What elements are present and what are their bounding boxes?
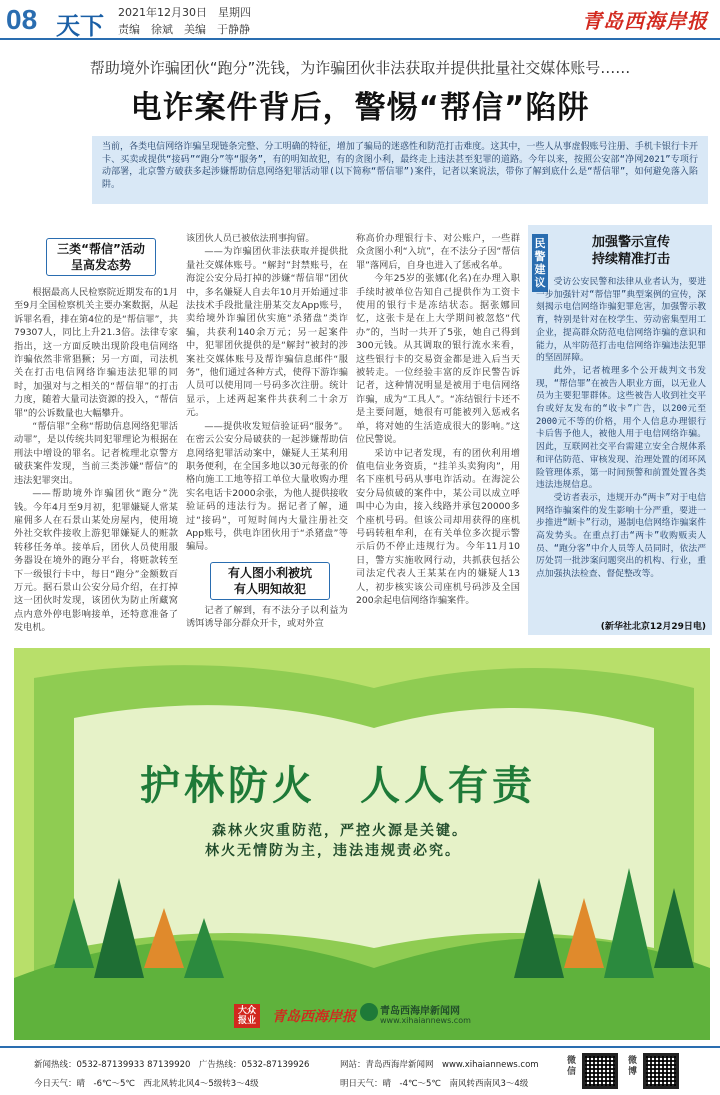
paragraph: ——帮助境外诈骗团伙“跑分”洗钱。今年4月至9月初，犯罪嫌疑人常某雇佣多人在石景山某处房屋内，使用境外社交软件接收上游犯罪嫌疑人的赃款转移任务单。接单后，团伙人员使用服务器设在境外的跑分平台，将赃款转至下一级银行卡中，每日“跑分”金额数百万元。据石景山公安分局介绍，在打掉这一团伙时发现，该团伙为防止所藏窝点内意外停电影响接单，还特意准备了发电机。 [14,488,178,634]
ad-slogan-1: 森林火灾重防范，严控火源是关键。 [212,823,468,839]
sidebar-tag: 民警建议 [532,234,548,292]
footer-website: 网站：青岛西海岸新闻网 www.xihaiannews.com [340,1060,539,1070]
paragraph: 受访者表示，违规开办“两卡”对于电信网络诈骗案件的发生影响十分严重，要进一步推进“断卡”行动，遏制电信网络诈骗案件高发势头。在重点打击“两卡”收购贩卖人员、“跑分客”中介人员等人员同时，依法严厉处罚一批涉案问题突出的机构、行业，重点加强执法检查、督促整改等。 [536,492,706,580]
masthead-logo: 青岛西海岸报 [582,9,708,33]
sidebar-source: (新华社北京12月29日电) [600,622,706,632]
wechat-qr-icon[interactable] [582,1053,618,1089]
paragraph: 采访中记者发现，有的团伙利用增值电信业务资质，“挂羊头卖狗肉”，用名下座机号码从事电诈活动。在海淀公安分局侦破的案件中，某公司以成立呼叫中心为由，接入线路并承包20000多个座机号码。但该公司却用获得的座机号码转租牟利，在有关单位多次提示警示后仍不停止违规行为。今年11月10日，警方实施收网行动，共抓获包括公司法定代表人王某某在内的嫌疑人13人，初步核实该公司座机号码涉及全国200余起电信网络诈骗案件。 [356,447,520,606]
editors-line: 责编 徐斌 美编 于静静 [118,23,250,36]
paragraph: 称高价办理银行卡、对公账户，一些群众贪图小利“入坑”，在不法分子因“帮信罪”落网后，自身也进入了惩戒名单。 [356,233,520,271]
article-column-1 [14,286,178,634]
footer-weather-today: 今日天气：晴 -6℃～5℃ 西北风转北风4～5级转3～4级 [34,1079,259,1089]
subhead-2-line-1: 有人图小利被坑 [227,566,312,580]
page-number: 08 [6,4,38,35]
article-kicker: 帮助境外诈骗团伙“跑分”洗钱，为诈骗团伙非法获取并提供批量社交媒体账号…… [89,59,631,77]
page-footer [0,1046,720,1095]
weibo-label: 微博 [628,1056,638,1077]
article-column-2-tail [186,604,348,634]
sidebar-title [556,234,706,268]
news-site-url: www.xihaiannews.com [380,1016,471,1025]
ad-slogan-2: 林火无情防为主，违法违规责必究。 [205,843,461,859]
sidebar-title-line-2: 持续精准打击 [591,252,670,267]
paragraph: ——提供收发短信验证码“服务”。在密云公安分局破获的一起涉嫌帮助信息网络犯罪活动案中，嫌疑人王某利用职务便利，在全国多地以30元每张的价格向施工工地等招工单位大量收购办理实名电话卡2000余张，为他人提供接收验证码的违法行为。据记者了解，通过“接码”，可短时间内大量注册社交App账号，供电诈团伙用于“杀猪盘”等骗局。 [186,420,348,553]
section-title: 天下 [56,12,104,40]
paragraph: 此外，记者梳理多个公开裁判文书发现，“帮信罪”在被告人职业方面，以无业人员为主要犯罪群体。这些被告人收到社交平台或好友发布的“收卡”广告，以200元至2000元不等的价格，用个人信息办理银行卡后售予他人，被他人用于电信网络诈骗。因此，互联网社交平台需建立安全合规体系和评估防范、审核发现、治理处置的闭环风险管理体系，第一时间预警和前置处置各类违法违规信息。 [536,365,706,491]
subhead-box-2 [210,562,330,600]
wechat-label: 微信 [567,1056,577,1077]
article-headline: 电诈案件背后，警惕“帮信”陷阱 [130,90,590,126]
article-column-3 [356,232,520,634]
sidebar-text [536,276,706,616]
dazhong-logo: 大众报业 [234,1004,260,1028]
paragraph: 受访公安民警和法律从业者认为，要进一步加强针对“帮信罪”典型案例的宣传，深刻揭示电信网络诈骗犯罪危害，加强警示教育，特别是针对在校学生、劳动密集型用工企业，提高群众防范电信网络诈骗的意识和能力，从牢防范打击电信网络诈骗违法犯罪的坚固屏障。 [536,277,706,364]
sidebar-title-line-1: 加强警示宣传 [591,235,670,250]
paragraph: ——为诈骗团伙非法获取并提供批量社交媒体账号。“解封”封禁账号，在海淀公安分局打掉的涉嫌“帮信罪”团伙中，多名嫌疑人自去年10月开始通过非法技术手段批量注册某交友App账号，卖给境外诈骗团伙实施“杀猪盘”类诈骗，共获利140余万元；另一起案件中，犯罪团伙提供的是“解封”被封的涉案社交媒体账号及帮诈骗信息邮件“服务”，他们通过各种方式，使得下游诈骗人员可以使用同一号码多次注册。统计显示，上述两起案件共获利二十余万元。 [186,246,348,419]
ad-title: 护林防火 人人有责 [140,763,536,809]
paragraph: 今年25岁的张娜(化名)在办理入职手续时被单位告知自己提供作为工资卡使用的银行卡是冻结状态。据张娜回忆，这张卡是在上大学期间被忽悠“代办”的，当时一共开了5张，她自己得到300元钱。从其调取的银行流水来看，这些银行卡的交易资金都是进入后当天被转走。一位经验丰富的反诈民警告诉记者，这种情况明显是被用于电信网络诈骗，成为“工具人”。“冻结银行卡还不是主要问题，她很有可能被列入惩戒名单，将对她的生活造成很大的影响。”这位民警说。 [356,273,520,446]
paragraph: “帮信罪”全称“帮助信息网络犯罪活动罪”，是以传统共同犯罪理论为根据在刑法中增设的罪名。记者梳理北京警方破获案件发现，当前三类涉嫌“帮信”的违法犯罪突出。 [14,421,178,486]
newspaper-logo: 青岛西海岸报 [272,1009,356,1025]
paragraph: 记者了解到，有不法分子以利益为诱饵诱导部分群众开卡，或对外宣 [186,605,348,630]
weibo-qr-icon[interactable] [643,1053,679,1089]
news-site-name: 青岛西海岸新闻网 [380,1006,460,1017]
paragraph: 该团伙人员已被依法刑事拘留。 [186,233,315,244]
paragraph: 根据最高人民检察院近期发布的1月至9月全国检察机关主要办案数据，从起诉罪名看，排在第4位的是“帮信罪”，共79307人，同比上升21.3倍。法律专家指出，这一方面反映出现阶段电信网络诈骗依然非常猖獗；另一方面，司法机关在打击电信网络诈骗违法犯罪的同时，加强对与之相关的“帮信罪”的打击力度，随着大量司法资源的投入，“帮信罪”的公诉数量也大幅攀升。 [14,287,178,419]
news-site-icon [360,1003,378,1021]
subhead-1-line-2: 呈高发态势 [70,258,131,272]
issue-date: 2021年12月30日 星期四 [118,6,251,19]
subhead-box-1 [46,238,156,276]
footer-hotline: 新闻热线：0532-87139933 87139920 广告热线：0532-87139926 [34,1060,310,1070]
page-header [0,0,720,40]
article-lead: 当前，各类电信网络诈骗呈现链条完整、分工明确的特征，增加了骗局的迷惑性和防范打击难度。这其中，一些人从事虚假账号注册、手机卡银行卡开卡、买卖或提供“接码”“跑分”等“服务”，有的明知故犯，有的贪图小利，最终走上违法甚至犯罪的道路。今年以来，按照公安部“净网2021”专项行动部署，北京警方破获多起涉嫌帮助信息网络犯罪活动罪(以下简称“帮信罪”)案件，记者以案说法，带你了解到底什么是“帮信罪”，如何避免落入陷阱。 [92,136,708,204]
article-column-2 [186,232,348,558]
subhead-2-line-2: 有人明知故犯 [233,582,306,596]
footer-weather-tomorrow: 明日天气：晴 -4℃～5℃ 南风转西南风3～4级 [340,1079,529,1089]
subhead-1-line-1: 三类“帮信”活动 [57,242,145,256]
